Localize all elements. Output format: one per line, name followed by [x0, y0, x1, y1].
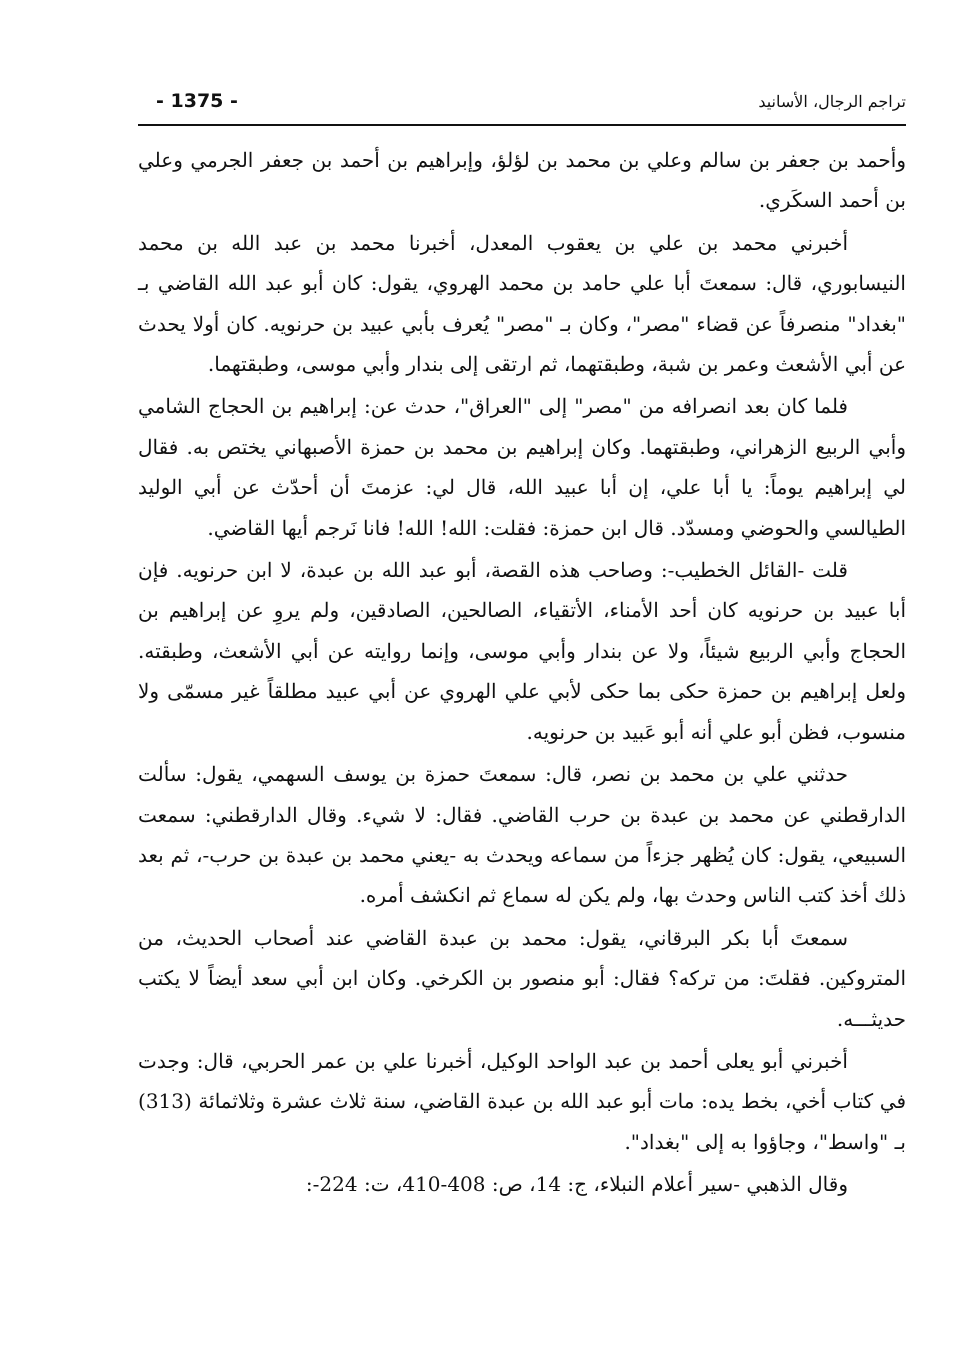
paragraph-citation: وقال الذهبي -سير أعلام النبلاء، ج: 14، ص: 408-410، ت: 224-:	[305, 1172, 848, 1197]
page-header	[138, 88, 906, 126]
running-title: تراجم الرجال، الأسانيد	[758, 92, 906, 111]
paragraph: أخبرني أبو يعلى أحمد بن عبد الواحد الوكيل، أخبرنا علي بن عمر الحربي، قال: وجدت في كتاب أخي، بخط يده: مات أبو عبد الله بن عبدة القاضي، سنة ثلاث عشرة وثلاثمائة (313) بـ "واسط"، وجاؤوا به إلى "بغداد".	[138, 1048, 906, 1154]
paragraph: حدثني علي بن محمد بن نصر، قال: سمعتَ حمزة بن يوسف السهمي، يقول: سألت الدارقطني عن محمد بن عبدة بن حرب القاضي. فقال: لا شيء. وقال الدارقطني: سمعت السبيعي، يقول: كان يُظهر جزءاً من سماعه ويحدث به -يعني محمد بن عبدة بن حرب-، ثم بعد ذلك أخذ كتب الناس وحدث بها، ولم يكن له سماع ثم انكشف أمره.	[138, 762, 906, 908]
paragraph: فلما كان بعد انصرافه من "مصر" إلى "العراق"، حدث عن: إبراهيم بن الحجاج الشامي وأبي الربيع الزهراني، وطبقتهما. وكان إبراهيم بن محمد بن حمزة الأصبهاني يختص به. فقال لي إبراهيم يوماً: يا أبا علي، إن أبا عبيد الله، قال لي: عزمتَ أن أحدّث عن أبي الوليد الطيالسي والحوضي ومسدّد. قال ابن حمزة: فقلت: الله! الله! فانا نَرجم أيها القاضي.	[138, 394, 906, 540]
paragraph-continuation: وأحمد بن جعفر بن سالم وعلي بن محمد بن لؤلؤ، وإبراهيم بن أحمد بن جعفر الجرمي وعلي بن أحمد السكَري.	[138, 148, 906, 213]
page-number: - 1375 -	[156, 90, 238, 112]
paragraph: سمعتَ أبا بكر البرقاني، يقول: محمد بن عبدة القاضي عند أصحاب الحديث، من المتروكين. فقلتَ: من تركه؟ فقال: أبو منصور بن الكرخي. وكان ابن أبي سعد أيضاً لا يكتب حديثـــه.	[138, 925, 906, 1031]
body-text	[138, 140, 906, 1207]
paragraph: قلت -القائل الخطيب-: وصاحب هذه القصة، أبو عبد الله بن عبدة، لا ابن حرنويه. فإن أبا عبيد بن حرنويه كان أحد الأمناء، الأتقياء، الصالحين، الصادقين، ولم يروِ عن إبراهيم بن الحجاج وأبي الربيع شيئاً، ولا عن بندار وأبي موسى، وإنما روايته عن أبي الأشعث، وطبقته. ولعل إبراهيم بن حمزة حكى بما حكى لأبي علي الهروي عن أبي عبيد مطلقاً غير مسمّى ولا منسوب، فظن أبو علي أنه أبو عَبيد بن حرنويه.	[138, 558, 906, 744]
paragraph: أخبرني محمد بن علي بن يعقوب المعدل، أخبرنا محمد بن عبد الله بن محمد النيسابوري، قال: سمعتَ أبا علي حامد بن محمد الهروي، يقول: كان أبو عبد الله القاضي بـ "بغداد" منصرفاً عن قضاء "مصر"، وكان بـ "مصر" يُعرف بأبي عبيد بن حرنويه. كان أولا يحدث عن أبي الأشعث وعمر بن شبة، وطبقتهما، ثم ارتقى إلى بندار وأبي موسى، وطبقتهما.	[138, 230, 906, 377]
